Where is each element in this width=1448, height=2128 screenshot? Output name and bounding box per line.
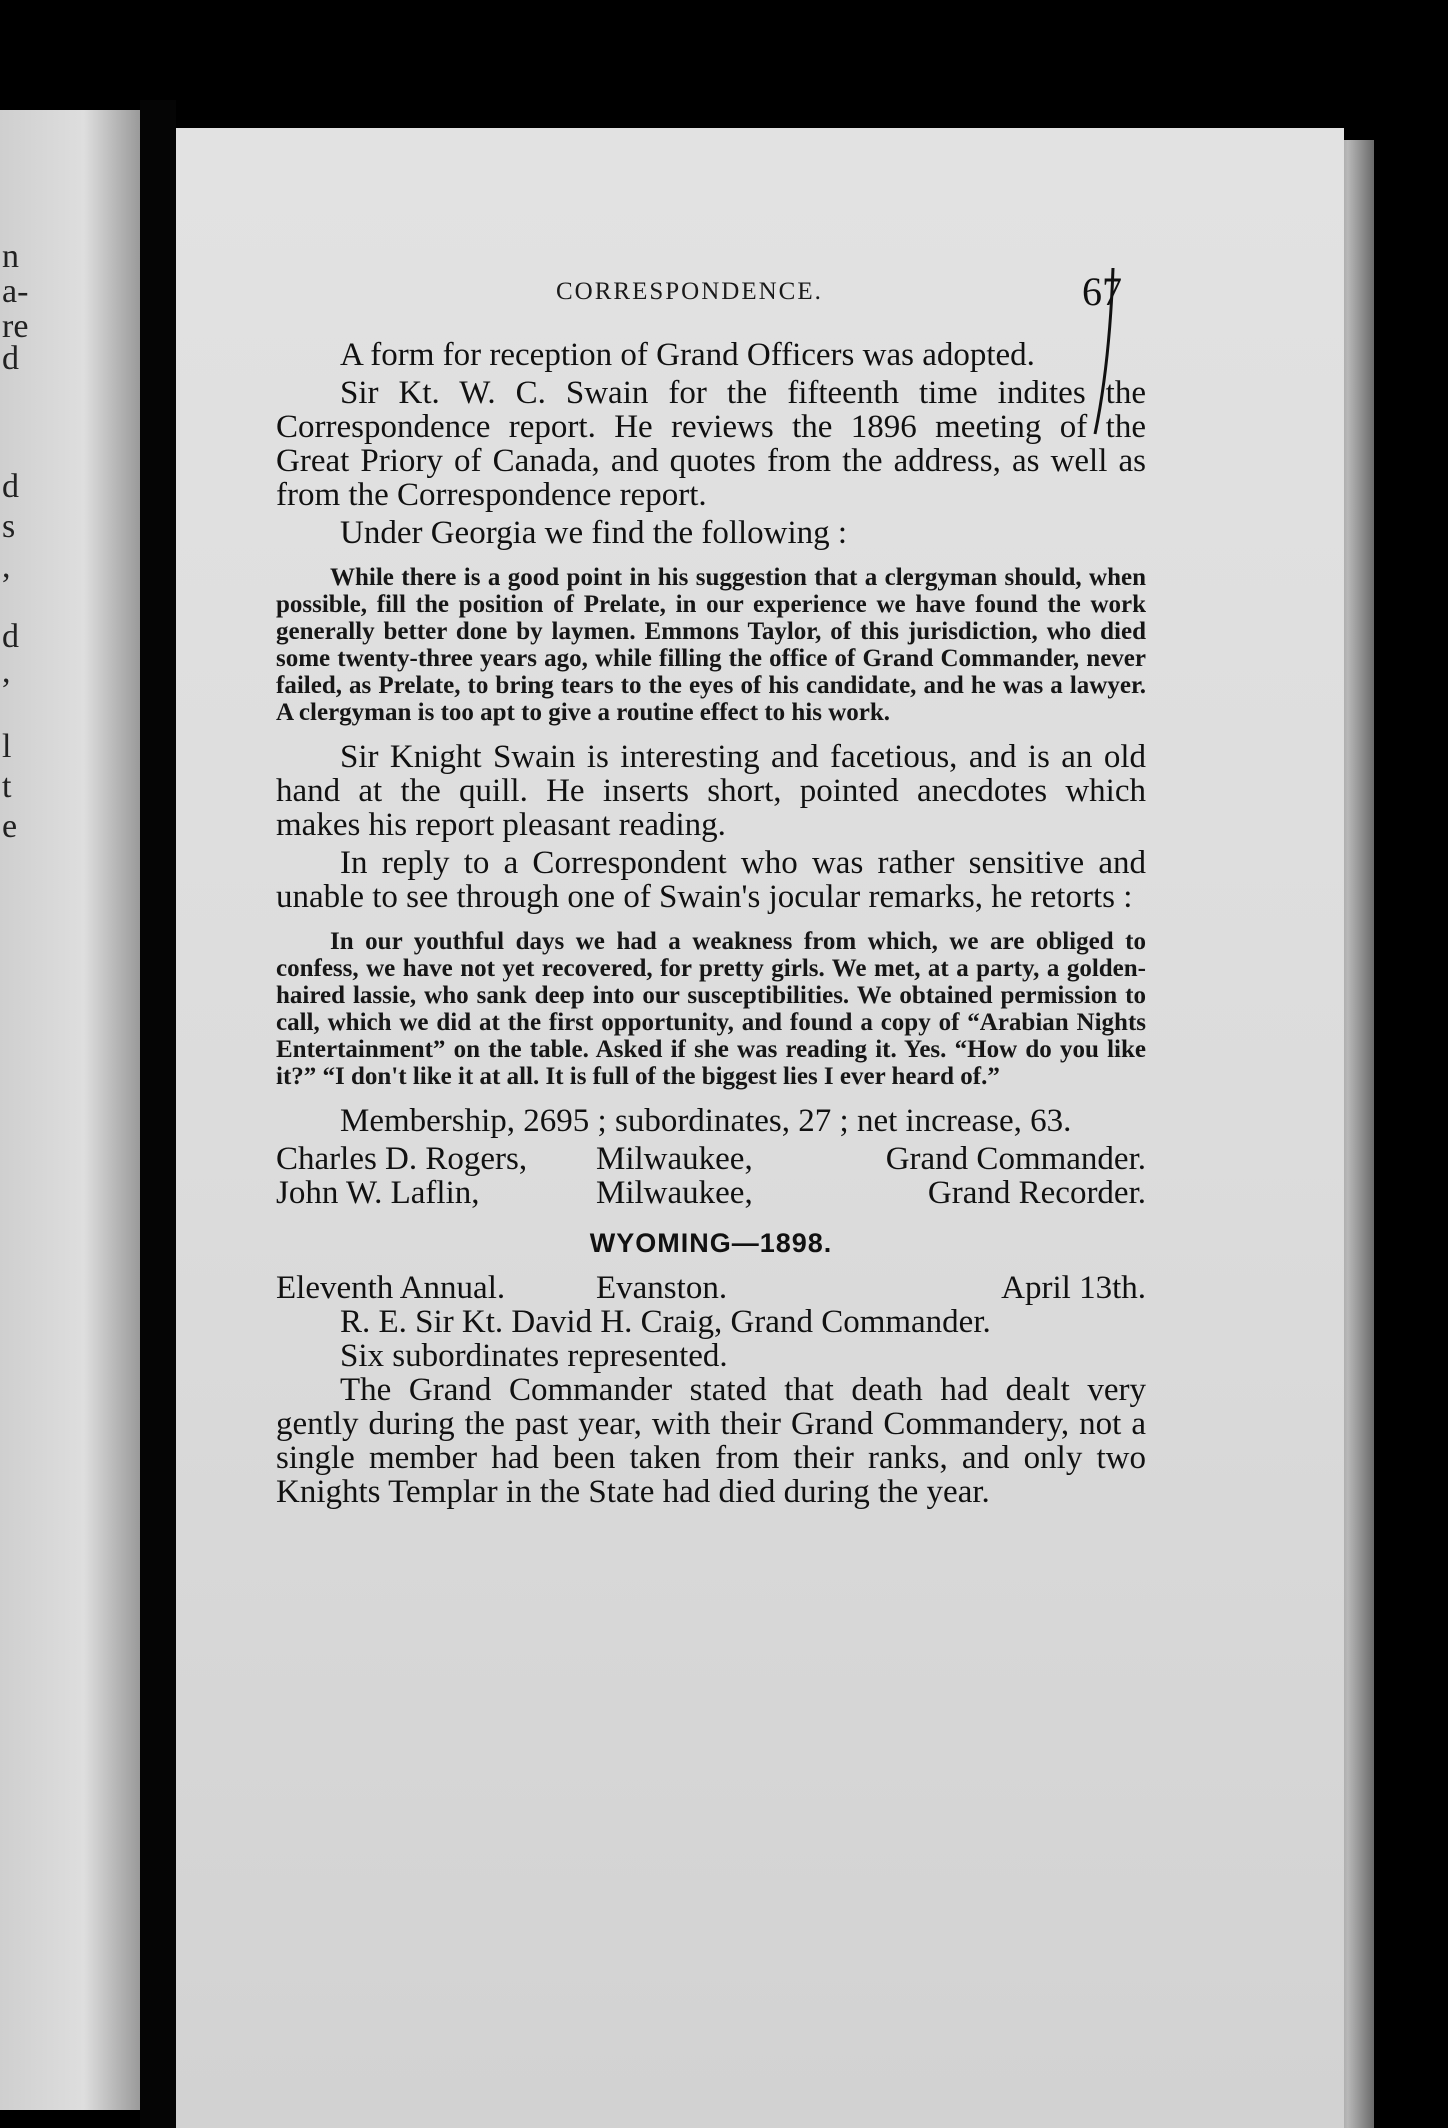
officer-name: John W. Laflin,	[276, 1175, 480, 1211]
paragraph: A form for reception of Grand Officers was adopted.	[340, 337, 1035, 373]
meeting-number: Eleventh Annual.	[276, 1270, 506, 1306]
page-number: 67	[1082, 269, 1122, 314]
facing-page-fragment: re	[2, 308, 29, 345]
officer-row	[276, 1176, 1146, 1210]
page-body	[276, 338, 1146, 1513]
membership-line: Membership, 2695 ; subordinates, 27 ; net increase, 63.	[340, 1103, 1072, 1139]
facing-page-fragment: d	[2, 468, 19, 505]
facing-page-fragment: ,	[2, 653, 11, 690]
block-quote: In our youthful days we had a weakness from which, we are obliged to confess, we have not yet recovered, for pretty girls. We met, at a party, a golden-haired lassie, who sank deep into our susceptibilities. We obtained permission to call, which we did at the first opportunity, and found a copy of “Arabian Nights Entertainment” on the table. Asked if she was reading it. Yes. “How do you like it?” “I don't like it at all. It is full of the biggest lies I ever heard of.”	[276, 928, 1146, 1090]
paragraph: In reply to a Correspondent who was rather sensitive and unable to see through one of Swain's jocular remarks, he retorts :	[276, 845, 1146, 915]
commander-line: R. E. Sir Kt. David H. Craig, Grand Commander.	[340, 1304, 991, 1340]
facing-page-fragment: l	[2, 728, 12, 765]
meeting-row	[276, 1271, 1146, 1305]
paragraph: Sir Kt. W. C. Swain for the fifteenth time indites the Correspondence report. He reviews the 1896 meeting of the Great Priory of Canada, and quotes from the address, as well as from the Correspondence report.	[276, 375, 1146, 513]
paragraph: The Grand Commander stated that death had dealt very gently during the past year, with their Grand Commandery, not a single member had been taken from their ranks, and only two Knights Templar in the State had died during the year.	[276, 1372, 1146, 1510]
officer-city: Milwaukee,	[596, 1141, 753, 1177]
facing-page-fragment: e	[2, 808, 18, 845]
officer-row	[276, 1142, 1146, 1176]
officer-title: Grand Recorder.	[927, 1175, 1146, 1211]
paragraph: Sir Knight Swain is interesting and facetious, and is an old hand at the quill. He inserts short, pointed anecdotes which makes his report pleasant reading.	[276, 739, 1146, 843]
subordinates-line: Six subordinates represented.	[340, 1338, 728, 1374]
facing-page-fragment: n	[2, 238, 19, 275]
officer-name: Charles D. Rogers,	[276, 1141, 528, 1177]
officer-city: Milwaukee,	[596, 1175, 753, 1211]
running-head: CORRESPONDENCE.	[556, 278, 823, 305]
facing-page-edge	[0, 110, 140, 2110]
section-heading: WYOMING—1898.	[589, 1228, 833, 1258]
facing-page-fragment: d	[2, 340, 19, 377]
facing-page-fragment: ,	[2, 548, 11, 585]
meeting-place: Evanston.	[596, 1270, 728, 1306]
book-gutter	[140, 100, 176, 2128]
facing-page-fragment: a-	[2, 273, 29, 310]
paragraph: Under Georgia we find the following :	[340, 515, 848, 551]
facing-page-fragment: t	[2, 768, 12, 805]
block-quote: While there is a good point in his suggestion that a clergyman should, when possible, fill the position of Prelate, in our experience we have found the work generally better done by laymen. Emmons Taylor, of this jurisdiction, who died some twenty-three years ago, while filling the office of Grand Commander, never failed, as Prelate, to bring tears to the eyes of his candidate, and he was a lawyer. A clergyman is too apt to give a routine effect to his work.	[276, 564, 1146, 726]
book-page	[176, 128, 1344, 2128]
officer-title: Grand Commander.	[885, 1141, 1146, 1177]
facing-page-fragment: d	[2, 618, 19, 655]
meeting-date: April 13th.	[1001, 1270, 1146, 1306]
facing-page-fragment: s	[2, 508, 16, 545]
